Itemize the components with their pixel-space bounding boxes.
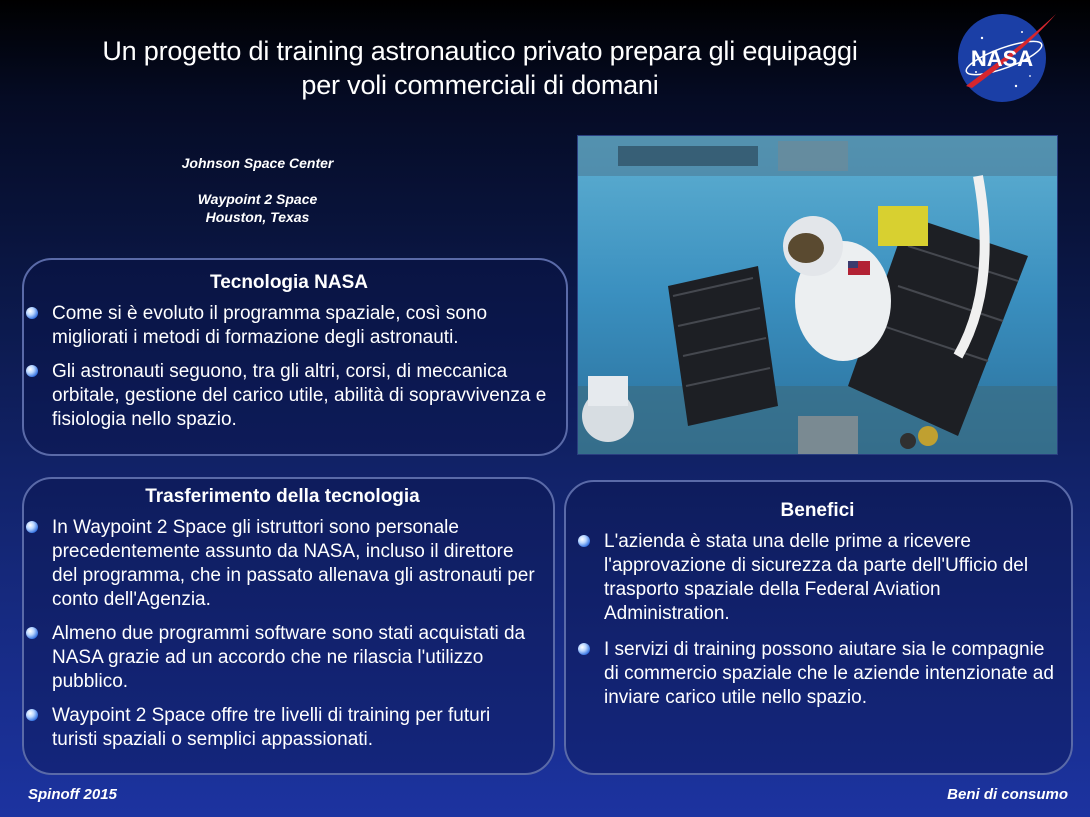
list-item: L'azienda è stata una delle prime a ricevere l'approvazione di sicurezza da parte dell'Ufficio del trasporto spaziale della Federal Aviation Administration. (578, 530, 1057, 626)
credits-center: Johnson Space Center (181, 155, 334, 171)
bullet-icon (26, 365, 38, 377)
title-line-1: Un progetto di training astronautico privato prepara gli equipaggi (102, 36, 858, 66)
list-item: Come si è evoluto il programma spaziale, così sono migliorati i metodi di formazione degli astronauti. (26, 302, 552, 350)
list-item: Gli astronauti seguono, tra gli altri, corsi, di meccanica orbitale, gestione del carico utile, abilità di sopravvivenza e fisiologia nello spazio. (26, 360, 552, 432)
list-item: In Waypoint 2 Space gli istruttori sono personale precedentemente assunto da NASA, incluso il direttore del programma, che in passato allenava gli astronauti per conto dell'Agenzia. (26, 516, 539, 612)
bullet-icon (26, 627, 38, 639)
bullet-icon (578, 643, 590, 655)
slide-title (30, 34, 930, 102)
list-item: Waypoint 2 Space offre tre livelli di training per futuri turisti spaziali o semplici appassionati. (26, 704, 539, 752)
panel-technology-transfer (22, 477, 555, 775)
footer-left-label: Spinoff 2015 (28, 786, 117, 803)
bullet-icon (26, 709, 38, 721)
bullet-icon (26, 307, 38, 319)
credits-company: Waypoint 2 Space (197, 191, 318, 207)
panel-heading: Trasferimento della tecnologia (145, 486, 420, 507)
footer-right-label: Beni di consumo (947, 786, 1068, 803)
credits (140, 154, 375, 226)
panel-heading: Tecnologia NASA (210, 272, 368, 293)
astronaut-underwater-training-image (577, 135, 1058, 455)
title-line-2: per voli commerciali di domani (301, 70, 659, 100)
list-item: I servizi di training possono aiutare sia le compagnie di commercio spaziale che le aziende intenzionate ad inviare carico utile nello spazio. (578, 638, 1057, 710)
panel-heading: Benefici (780, 500, 855, 521)
logo-text: NASA (970, 46, 1034, 71)
bullet-icon (26, 521, 38, 533)
panel-benefits (564, 480, 1073, 775)
bullet-icon (578, 535, 590, 547)
credits-location: Houston, Texas (205, 209, 310, 225)
panel-nasa-technology (22, 258, 568, 456)
nasa-meatball-icon (952, 8, 1060, 104)
list-item: Almeno due programmi software sono stati acquistati da NASA grazie ad un accordo che ne rilascia l'utilizzo pubblico. (26, 622, 539, 694)
